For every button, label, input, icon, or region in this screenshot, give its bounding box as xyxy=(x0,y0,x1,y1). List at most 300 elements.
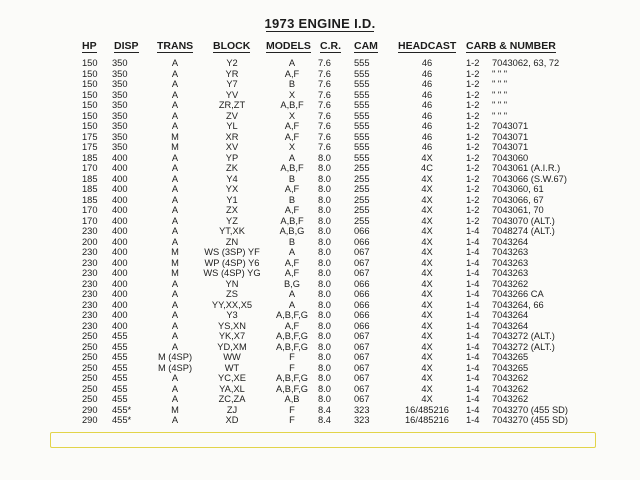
cell-models: A xyxy=(288,247,296,257)
cell-cam: 555 xyxy=(354,89,370,100)
cell-head: 4X xyxy=(421,341,433,352)
cell-disp: 350 xyxy=(112,79,128,89)
cell-head: 4X xyxy=(421,278,433,289)
table-row xyxy=(0,237,640,248)
cell-models: A,F xyxy=(284,68,300,79)
cell-block: ZK xyxy=(226,163,238,173)
cell-cam: 555 xyxy=(354,79,370,89)
cell-cr: 8.0 xyxy=(318,352,331,362)
cell-carb: 1-4 xyxy=(466,310,480,320)
cell-num: 7043263 xyxy=(492,268,529,278)
cell-cr: 8.0 xyxy=(318,194,331,205)
header-cam: CAM xyxy=(354,40,378,52)
cell-num: 7043071 xyxy=(492,142,529,152)
cell-disp: 400 xyxy=(112,299,128,310)
cell-cam: 555 xyxy=(354,131,370,142)
cell-models: A,B,F xyxy=(280,163,304,173)
cell-disp: 455 xyxy=(112,331,128,341)
table-row xyxy=(0,90,640,101)
cell-cr: 8.0 xyxy=(318,394,331,404)
cell-disp: 455 xyxy=(112,362,128,373)
cell-disp: 455* xyxy=(112,415,132,425)
cell-disp: 400 xyxy=(112,194,128,205)
cell-models: F xyxy=(289,352,295,362)
cell-models: B xyxy=(288,79,296,89)
cell-block: ZX xyxy=(226,205,238,215)
cell-hp: 185 xyxy=(82,152,98,163)
cell-disp: 400 xyxy=(112,289,128,299)
cell-head: 4X xyxy=(421,194,433,205)
cell-block: WW xyxy=(223,352,241,362)
cell-block: Y1 xyxy=(226,194,238,205)
cell-num: 7043066 (S.W.67) xyxy=(492,173,567,184)
cell-trans: A xyxy=(171,236,179,247)
cell-hp: 230 xyxy=(82,289,98,299)
header-cr: C.R. xyxy=(320,40,341,52)
cell-block: ZJ xyxy=(226,404,238,415)
cell-carb: 1-2 xyxy=(466,173,480,184)
cell-block: YS,XN xyxy=(218,320,246,331)
cell-cam: 255 xyxy=(354,184,370,194)
cell-models: X xyxy=(288,142,296,152)
cell-head: 16/485216 xyxy=(405,415,449,425)
cell-block: YD,XM xyxy=(217,341,247,352)
cell-models: A,B,F xyxy=(280,215,304,226)
cell-models: A,F xyxy=(284,121,300,131)
cell-cr: 8.0 xyxy=(318,184,331,194)
cell-head: 46 xyxy=(421,142,433,152)
cell-models: A,B,F,G xyxy=(275,373,309,383)
cell-head: 4X xyxy=(421,247,433,257)
cell-num: 7043263 xyxy=(492,247,529,257)
cell-disp: 400 xyxy=(112,236,128,247)
cell-head: 46 xyxy=(421,89,433,100)
cell-disp: 400 xyxy=(112,247,128,257)
cell-cam: 067 xyxy=(354,268,370,278)
cell-num: 7043061 (A.I.R.) xyxy=(492,163,561,173)
highlighted-row-box xyxy=(50,432,596,448)
table-row xyxy=(0,405,640,416)
cell-cam: 255 xyxy=(354,173,370,184)
table-row xyxy=(0,268,640,279)
table-row xyxy=(0,300,640,311)
cell-hp: 150 xyxy=(82,68,98,79)
table-row xyxy=(0,79,640,90)
cell-block: XV xyxy=(225,142,239,152)
cell-trans: M xyxy=(171,247,179,257)
table-row xyxy=(0,394,640,405)
cell-head: 4X xyxy=(421,331,433,341)
table-row xyxy=(0,310,640,321)
cell-trans: A xyxy=(171,320,179,331)
cell-disp: 455 xyxy=(112,352,128,362)
cell-block: WP (4SP) Y6 xyxy=(204,257,260,268)
cell-cr: 8.0 xyxy=(318,373,331,383)
cell-head: 46 xyxy=(421,79,433,89)
cell-num: 7043062, 63, 72 xyxy=(492,58,560,68)
table-row xyxy=(0,247,640,258)
cell-disp: 400 xyxy=(112,268,128,278)
cell-block: Y4 xyxy=(226,173,238,184)
cell-num: 7043272 (ALT.) xyxy=(492,341,555,352)
cell-carb: 1-2 xyxy=(466,194,480,205)
cell-hp: 250 xyxy=(82,331,98,341)
cell-carb: 1-4 xyxy=(466,320,480,331)
cell-hp: 250 xyxy=(82,352,98,362)
cell-head: 46 xyxy=(421,100,433,110)
cell-block: Y7 xyxy=(226,79,238,89)
cell-cam: 067 xyxy=(354,362,370,373)
table-row xyxy=(0,373,640,384)
cell-models: A,B,F,G xyxy=(275,383,309,394)
cell-trans: A xyxy=(171,152,179,163)
cell-models: A,F xyxy=(284,131,300,142)
cell-disp: 400 xyxy=(112,257,128,268)
cell-trans: A xyxy=(171,394,179,404)
cell-hp: 230 xyxy=(82,268,98,278)
table-row xyxy=(0,184,640,195)
header-headcast: HEADCAST xyxy=(398,40,457,52)
cell-hp: 170 xyxy=(82,163,98,173)
table-row xyxy=(0,58,640,69)
cell-cr: 8.0 xyxy=(318,331,331,341)
cell-head: 4X xyxy=(421,373,433,383)
cell-cam: 555 xyxy=(354,110,370,121)
header-disp: DISP xyxy=(114,40,139,52)
cell-disp: 400 xyxy=(112,215,128,226)
cell-trans: A xyxy=(171,194,179,205)
table-row xyxy=(0,342,640,353)
cell-trans: A xyxy=(171,310,179,320)
cell-cr: 8.0 xyxy=(318,383,331,394)
cell-carb: 1-4 xyxy=(466,226,480,236)
page-title: 1973 ENGINE I.D. xyxy=(264,16,376,31)
cell-cam: 067 xyxy=(354,257,370,268)
cell-block: YV xyxy=(225,89,239,100)
cell-cam: 255 xyxy=(354,205,370,215)
cell-hp: 185 xyxy=(82,173,98,184)
cell-trans: A xyxy=(171,331,179,341)
cell-cr: 7.6 xyxy=(318,89,331,100)
cell-block: YX xyxy=(225,184,239,194)
cell-hp: 290 xyxy=(82,404,98,415)
cell-trans: A xyxy=(171,289,179,299)
cell-disp: 400 xyxy=(112,205,128,215)
cell-models: A,B,F,G xyxy=(275,310,309,320)
cell-carb: 1-4 xyxy=(466,289,480,299)
cell-block: WS (4SP) YG xyxy=(203,268,261,278)
cell-head: 4X xyxy=(421,236,433,247)
cell-cr: 8.0 xyxy=(318,289,331,299)
cell-hp: 150 xyxy=(82,121,98,131)
cell-cam: 066 xyxy=(354,310,370,320)
cell-cam: 555 xyxy=(354,68,370,79)
cell-carb: 1-2 xyxy=(466,89,480,100)
table-row xyxy=(0,363,640,374)
cell-block: XR xyxy=(225,131,239,142)
cell-trans: A xyxy=(171,226,179,236)
cell-cam: 066 xyxy=(354,289,370,299)
cell-carb: 1-4 xyxy=(466,415,480,425)
cell-cr: 8.0 xyxy=(318,152,331,163)
cell-models: B xyxy=(288,236,296,247)
cell-head: 16/485216 xyxy=(405,404,449,415)
cell-num: 7043262 xyxy=(492,383,529,394)
cell-num: 7043262 xyxy=(492,394,529,404)
cell-models: A,F xyxy=(284,205,300,215)
cell-num: 7043071 xyxy=(492,121,529,131)
table-row xyxy=(0,226,640,237)
table-row xyxy=(0,279,640,290)
cell-models: A,F xyxy=(284,268,300,278)
cell-disp: 400 xyxy=(112,226,128,236)
cell-hp: 150 xyxy=(82,79,98,89)
cell-carb: 1-2 xyxy=(466,131,480,142)
cell-hp: 200 xyxy=(82,236,98,247)
cell-cam: 255 xyxy=(354,194,370,205)
cell-carb: 1-4 xyxy=(466,331,480,341)
cell-cam: 067 xyxy=(354,247,370,257)
cell-num: " " " xyxy=(492,68,508,79)
table-row xyxy=(0,69,640,80)
cell-trans: A xyxy=(171,89,179,100)
cell-num: 7043266 CA xyxy=(492,289,544,299)
cell-carb: 1-4 xyxy=(466,278,480,289)
cell-cr: 8.4 xyxy=(318,404,331,415)
cell-block: YL xyxy=(226,121,238,131)
cell-trans: A xyxy=(171,79,179,89)
cell-head: 4X xyxy=(421,173,433,184)
cell-carb: 1-2 xyxy=(466,205,480,215)
cell-num: 7043270 (455 SD) xyxy=(492,404,568,415)
cell-trans: A xyxy=(171,205,179,215)
cell-trans: M xyxy=(171,131,179,142)
cell-carb: 1-4 xyxy=(466,257,480,268)
table-row xyxy=(0,205,640,216)
cell-block: YT,XK xyxy=(219,226,245,236)
cell-hp: 175 xyxy=(82,131,98,142)
cell-cam: 555 xyxy=(354,152,370,163)
cell-cr: 8.0 xyxy=(318,205,331,215)
cell-trans: A xyxy=(171,68,179,79)
cell-carb: 1-2 xyxy=(466,142,480,152)
cell-num: " " " xyxy=(492,100,508,110)
cell-num: 7043262 xyxy=(492,373,529,383)
table-row xyxy=(0,289,640,300)
cell-models: A,B,F xyxy=(280,100,304,110)
table-row xyxy=(0,384,640,395)
cell-carb: 1-2 xyxy=(466,110,480,121)
cell-models: A,F xyxy=(284,184,300,194)
cell-hp: 150 xyxy=(82,58,98,68)
cell-carb: 1-2 xyxy=(466,215,480,226)
cell-cam: 555 xyxy=(354,121,370,131)
cell-models: F xyxy=(289,362,295,373)
cell-cr: 7.6 xyxy=(318,58,331,68)
cell-trans: M xyxy=(171,257,179,268)
cell-head: 4X xyxy=(421,310,433,320)
cell-cr: 7.6 xyxy=(318,68,331,79)
cell-models: X xyxy=(288,89,296,100)
cell-disp: 400 xyxy=(112,184,128,194)
cell-trans: A xyxy=(171,383,179,394)
cell-carb: 1-4 xyxy=(466,383,480,394)
cell-block: YZ xyxy=(226,215,238,226)
cell-cam: 066 xyxy=(354,320,370,331)
cell-trans: A xyxy=(171,58,179,68)
header-carb-number: CARB & NUMBER xyxy=(466,40,556,52)
cell-head: 4X xyxy=(421,394,433,404)
cell-disp: 400 xyxy=(112,310,128,320)
cell-hp: 230 xyxy=(82,257,98,268)
cell-disp: 455 xyxy=(112,394,128,404)
cell-num: 7043264 xyxy=(492,236,529,247)
cell-disp: 350 xyxy=(112,131,128,142)
cell-head: 4X xyxy=(421,215,433,226)
cell-carb: 1-2 xyxy=(466,58,480,68)
cell-carb: 1-4 xyxy=(466,404,480,415)
cell-trans: A xyxy=(171,173,179,184)
table-header xyxy=(0,40,640,54)
cell-cr: 7.6 xyxy=(318,100,331,110)
cell-num: 7043263 xyxy=(492,257,529,268)
cell-models: A xyxy=(288,152,296,163)
table-row xyxy=(0,415,640,426)
cell-cam: 067 xyxy=(354,373,370,383)
cell-head: 4X xyxy=(421,299,433,310)
cell-block: YY,XX,X5 xyxy=(211,299,253,310)
cell-cr: 8.0 xyxy=(318,310,331,320)
cell-head: 46 xyxy=(421,58,433,68)
cell-cr: 8.0 xyxy=(318,173,331,184)
cell-carb: 1-4 xyxy=(466,247,480,257)
cell-carb: 1-2 xyxy=(466,152,480,163)
cell-disp: 400 xyxy=(112,278,128,289)
cell-hp: 230 xyxy=(82,310,98,320)
table-row xyxy=(0,163,640,174)
cell-head: 4X xyxy=(421,320,433,331)
cell-cr: 8.0 xyxy=(318,257,331,268)
cell-trans: M (4SP) xyxy=(157,362,193,373)
cell-block: ZN xyxy=(225,236,239,247)
cell-models: A xyxy=(288,58,296,68)
cell-num: 7043264 xyxy=(492,320,529,331)
cell-head: 4X xyxy=(421,362,433,373)
cell-hp: 250 xyxy=(82,373,98,383)
cell-num: 7043262 xyxy=(492,278,529,289)
cell-carb: 1-4 xyxy=(466,236,480,247)
cell-head: 46 xyxy=(421,121,433,131)
cell-cam: 255 xyxy=(354,215,370,226)
cell-models: A,F xyxy=(284,257,300,268)
cell-carb: 1-4 xyxy=(466,268,480,278)
table-row xyxy=(0,195,640,206)
cell-cam: 255 xyxy=(354,163,370,173)
cell-hp: 170 xyxy=(82,205,98,215)
cell-head: 4X xyxy=(421,152,433,163)
cell-cam: 555 xyxy=(354,100,370,110)
cell-carb: 1-2 xyxy=(466,121,480,131)
cell-cam: 067 xyxy=(354,383,370,394)
table-row xyxy=(0,216,640,227)
cell-disp: 455 xyxy=(112,341,128,352)
cell-trans: M xyxy=(171,268,179,278)
cell-trans: A xyxy=(171,100,179,110)
cell-num: 7043264 xyxy=(492,310,529,320)
cell-block: YR xyxy=(225,68,239,79)
cell-carb: 1-2 xyxy=(466,163,480,173)
cell-hp: 230 xyxy=(82,299,98,310)
cell-cam: 555 xyxy=(354,58,370,68)
cell-trans: A xyxy=(171,215,179,226)
header-models: MODELS xyxy=(266,40,311,52)
table-row xyxy=(0,331,640,342)
cell-cr: 8.0 xyxy=(318,320,331,331)
table-row xyxy=(0,174,640,185)
cell-head: 46 xyxy=(421,131,433,142)
cell-hp: 230 xyxy=(82,320,98,331)
cell-disp: 400 xyxy=(112,152,128,163)
cell-hp: 230 xyxy=(82,247,98,257)
cell-head: 4X xyxy=(421,352,433,362)
cell-cr: 7.6 xyxy=(318,121,331,131)
cell-trans: A xyxy=(171,110,179,121)
cell-carb: 1-2 xyxy=(466,79,480,89)
cell-block: YC,XE xyxy=(218,373,246,383)
cell-carb: 1-4 xyxy=(466,362,480,373)
cell-block: ZR,ZT xyxy=(218,100,246,110)
cell-models: A,B xyxy=(284,394,300,404)
table-row xyxy=(0,321,640,332)
cell-num: 7043272 (ALT.) xyxy=(492,331,555,341)
cell-cam: 067 xyxy=(354,352,370,362)
cell-cr: 7.6 xyxy=(318,142,331,152)
cell-models: A xyxy=(288,299,296,310)
cell-cam: 323 xyxy=(354,404,370,415)
cell-block: ZV xyxy=(226,110,238,121)
cell-hp: 170 xyxy=(82,215,98,226)
cell-cr: 8.0 xyxy=(318,247,331,257)
cell-disp: 455* xyxy=(112,404,132,415)
cell-models: A,F xyxy=(284,320,300,331)
cell-cam: 066 xyxy=(354,278,370,289)
cell-carb: 1-2 xyxy=(466,68,480,79)
cell-disp: 350 xyxy=(112,68,128,79)
cell-models: B xyxy=(288,173,296,184)
cell-cr: 7.6 xyxy=(318,131,331,142)
cell-cr: 8.0 xyxy=(318,226,331,236)
cell-num: 7043061, 70 xyxy=(492,205,544,215)
cell-block: ZC,ZA xyxy=(218,394,246,404)
cell-num: 7043060 xyxy=(492,152,529,163)
cell-cam: 067 xyxy=(354,394,370,404)
cell-head: 4X xyxy=(421,184,433,194)
cell-disp: 350 xyxy=(112,89,128,100)
cell-head: 46 xyxy=(421,68,433,79)
cell-num: 7043060, 61 xyxy=(492,184,544,194)
table-row xyxy=(0,258,640,269)
cell-num: 7043265 xyxy=(492,362,529,373)
cell-cr: 8.0 xyxy=(318,268,331,278)
cell-num: 7043264, 66 xyxy=(492,299,544,310)
cell-cam: 555 xyxy=(354,142,370,152)
cell-cr: 7.6 xyxy=(318,110,331,121)
cell-cam: 066 xyxy=(354,299,370,310)
cell-trans: M xyxy=(171,142,179,152)
cell-carb: 1-4 xyxy=(466,352,480,362)
header-block: BLOCK xyxy=(213,40,251,52)
cell-cam: 067 xyxy=(354,331,370,341)
